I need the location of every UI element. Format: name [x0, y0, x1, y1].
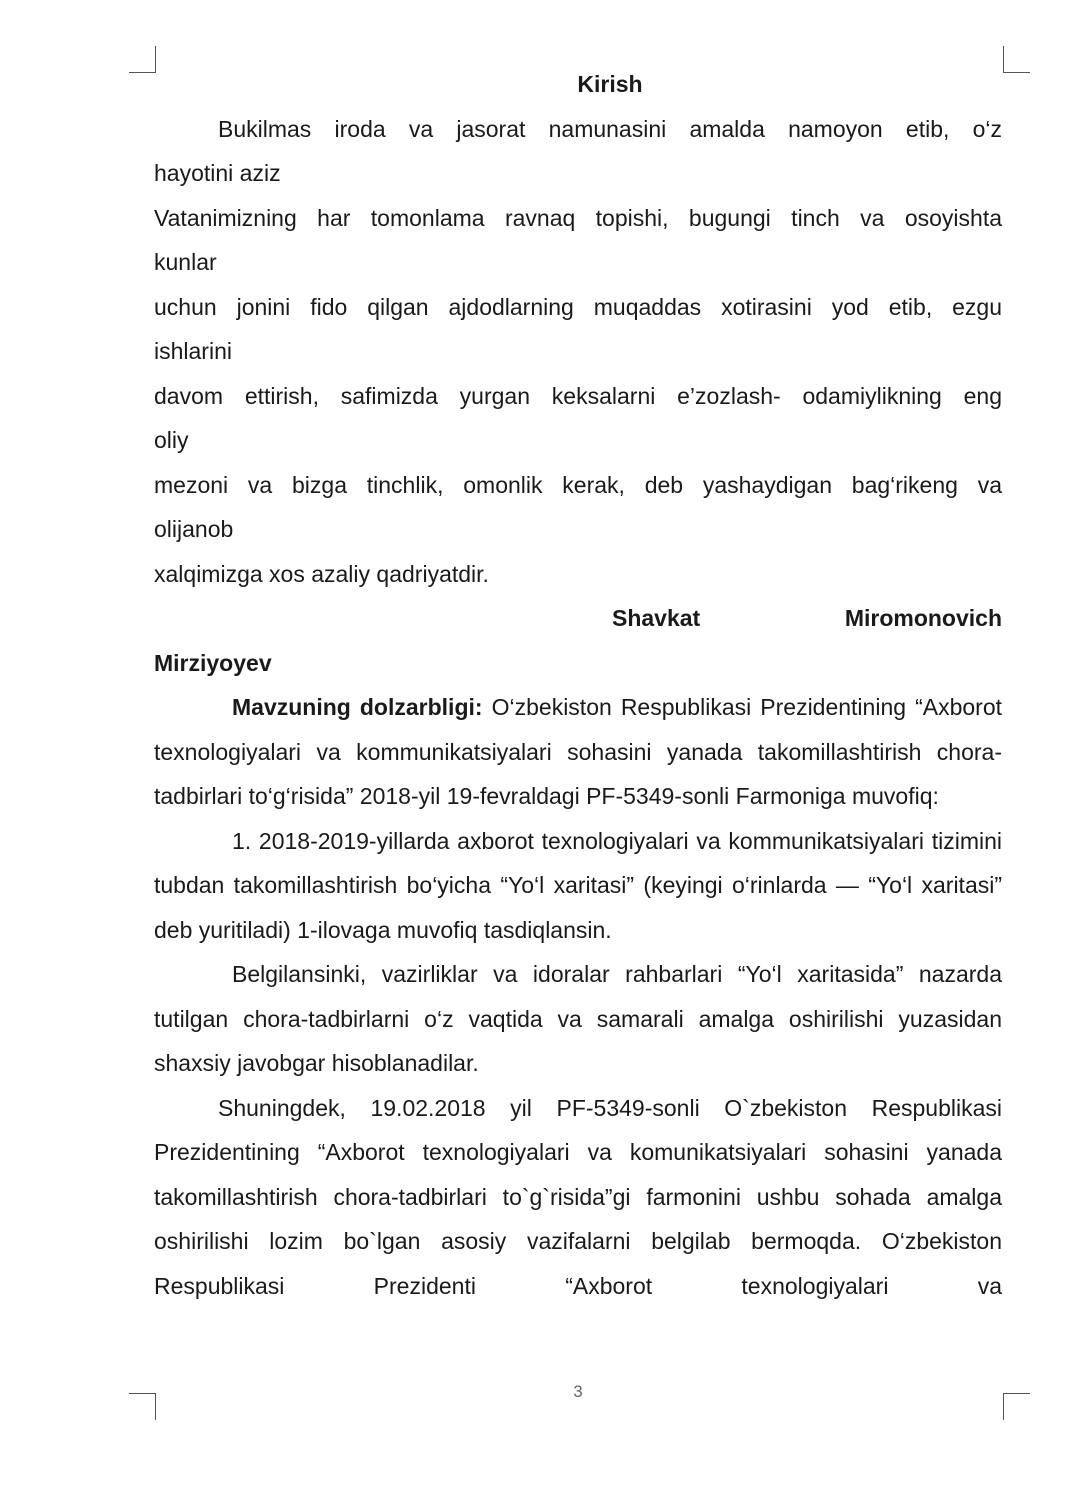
relevance-paragraph [154, 685, 1002, 819]
epigraph-line: olijanob [154, 516, 234, 542]
author-last-name: Mirziyoyev [154, 649, 272, 676]
relevance-label: Mavzuning dolzarbligi: [232, 694, 483, 720]
relevance-text: O‘zbekiston Respublikasi Prezidentining “Axborot texnologiyalari va kommunikatsiyalari sohasini yanada takomillashtirish chora-tadbirlari to‘g‘risida” 2018-yil 19-fevraldagi PF-5349-sonli Farmoniga muvofiq: [154, 694, 1003, 809]
author-first-name: Shavkat [612, 605, 701, 631]
epigraph-line: davom ettirish, safimizda yurgan keksalarni e’zozlash- odamiylikning eng [154, 382, 1002, 409]
epigraph-line: ishlarini [154, 338, 232, 364]
decree-item-1: 1. 2018-2019-yillarda axborot texnologiyalari va kommunikatsiyalari tizimini tubdan takomillashtirish bo‘yicha “Yo‘l xaritasi” (keyingi o‘rinlarda — “Yo‘l xaritasi” deb yuritiladi) 1-ilovaga muvofiq tasdiqlansin. [154, 827, 1002, 943]
author-middle-name: Miromonovich [844, 605, 1002, 631]
epigraph-line: Bukilmas iroda va jasorat namunasini amalda namoyon etib, o‘z [218, 115, 1002, 142]
section-heading: Kirish [577, 71, 643, 97]
epigraph-line: oliy [154, 427, 189, 453]
crop-mark-top-right [1003, 46, 1030, 73]
page-number: 3 [573, 1382, 583, 1401]
epigraph-line: kunlar [154, 249, 217, 275]
epigraph-line: hayotini aziz [154, 160, 281, 186]
epigraph-line: xalqimizga xos azaliy qadriyatdir. [154, 560, 489, 587]
epigraph-line: mezoni va bizga tinchlik, omonlik kerak, deb yashaydigan bag‘rikeng va [154, 471, 1002, 498]
decree-item-2: Belgilansinki, vazirliklar va idoralar rahbarlari “Yo‘l xaritasida” nazarda tutilgan chora-tadbirlarni o‘z vaqtida va samarali amalga oshirilishi yuzasidan shaxsiy javobgar hisoblanadilar. [154, 961, 1002, 1076]
crop-mark-top-left [129, 46, 156, 73]
epigraph-line: Vatanimizning har tomonlama ravnaq topishi, bugungi tinch va osoyishta [154, 204, 1002, 231]
epigraph-author [154, 596, 1002, 641]
epigraph-line: uchun jonini fido qilgan ajdodlarning muqaddas xotirasini yod etib, ezgu [154, 293, 1002, 320]
final-paragraph: Shuningdek, 19.02.2018 yil PF-5349-sonli O`zbekiston Respublikasi Prezidentining “Axborot texnologiyalari va komunikatsiyalari sohasini yanada takomillashtirish chora-tadbirlari to`g`risida”gi farmonini ushbu sohada amalga oshirilishi lozim bo`lgan asosiy vazifalarni belgilab bermoqda. O‘zbekiston Respublikasi Prezidenti “Axborot texnologiyalari va [154, 1094, 1002, 1299]
document-body [154, 62, 1002, 1308]
